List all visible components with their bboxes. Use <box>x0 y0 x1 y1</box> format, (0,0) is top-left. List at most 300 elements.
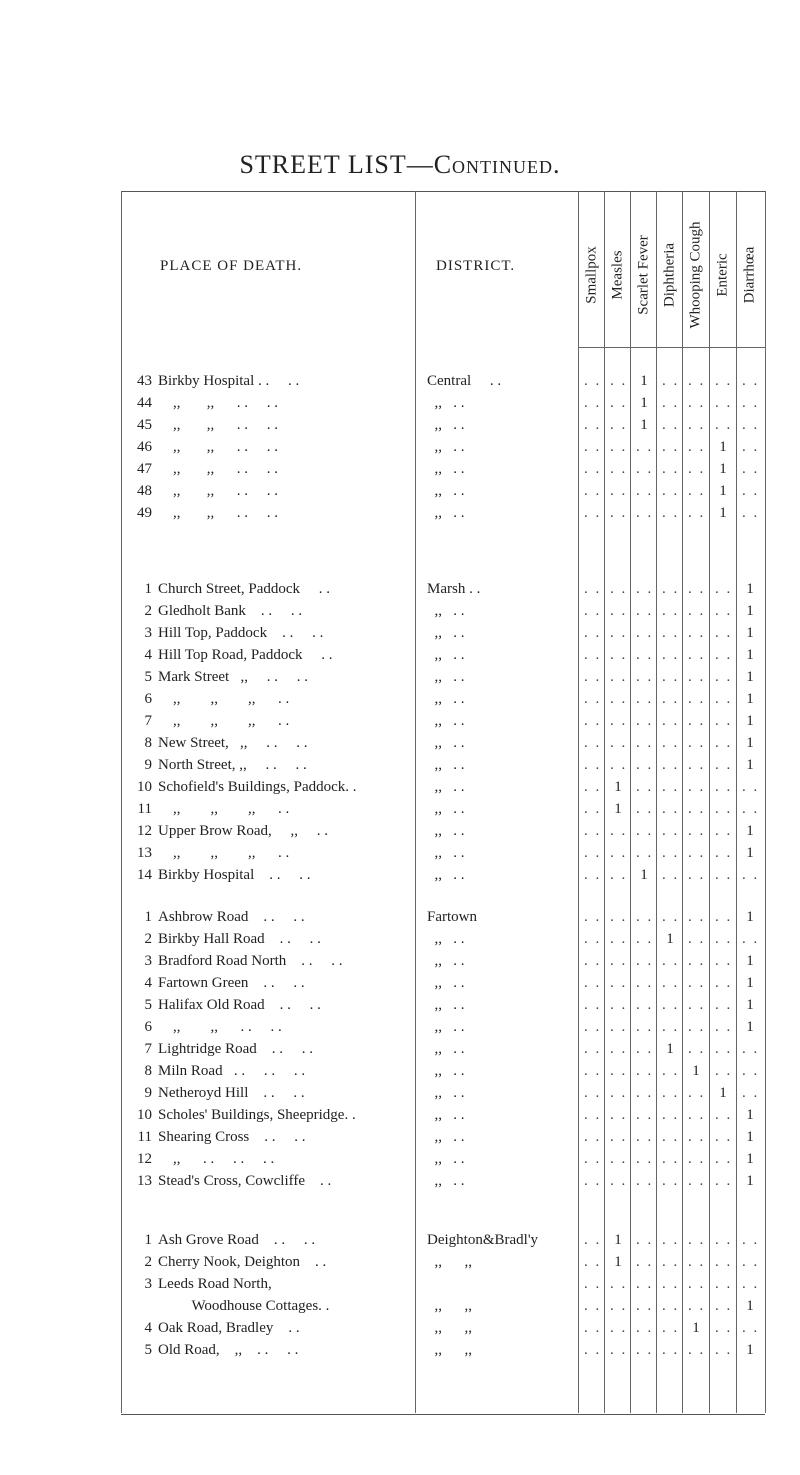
district: Marsh . . <box>427 581 481 597</box>
district: ,, . . <box>427 1041 465 1057</box>
empty-cell-dots: . . <box>610 975 628 991</box>
place-of-death: ,, ,, . . . . <box>158 395 278 411</box>
empty-cell-dots: . . <box>715 1254 733 1270</box>
empty-cell-dots: . . <box>584 1276 602 1292</box>
empty-cell-dots: . . <box>584 461 602 477</box>
table-row <box>0 1060 800 1082</box>
empty-cell-dots: . . <box>610 439 628 455</box>
empty-cell-dots: . . <box>662 1151 680 1167</box>
place-of-death: Woodhouse Cottages. . <box>158 1298 330 1314</box>
empty-cell-dots: . . <box>610 373 628 389</box>
empty-cell-dots: . . <box>742 1232 760 1248</box>
district: ,, . . <box>427 691 465 707</box>
empty-cell-dots: . . <box>610 1129 628 1145</box>
row-number: 2 <box>144 1254 152 1270</box>
empty-cell-dots: . . <box>636 713 654 729</box>
table-row <box>0 688 800 710</box>
empty-cell-dots: . . <box>662 1173 680 1189</box>
empty-cell-dots: . . <box>636 735 654 751</box>
empty-cell-dots: . . <box>610 1063 628 1079</box>
district: ,, . . <box>427 823 465 839</box>
case-count: 1 <box>666 1041 674 1057</box>
place-of-death: Birkby Hospital . . . . <box>158 867 311 883</box>
district: ,, . . <box>427 997 465 1013</box>
empty-cell-dots: . . <box>636 439 654 455</box>
table-row <box>0 502 800 524</box>
place-of-death: Shearing Cross . . . . <box>158 1129 306 1145</box>
row-number: 6 <box>144 1019 152 1035</box>
case-count: 1 <box>719 1085 727 1101</box>
place-of-death: Schofield's Buildings, Paddock. . <box>158 779 357 795</box>
empty-cell-dots: . . <box>584 691 602 707</box>
district: Central . . <box>427 373 502 389</box>
place-of-death: Leeds Road North, <box>158 1276 272 1292</box>
empty-cell-dots: . . <box>636 757 654 773</box>
place-of-death: Church Street, Paddock . . <box>158 581 331 597</box>
empty-cell-dots: . . <box>584 669 602 685</box>
case-count: 1 <box>746 1173 754 1189</box>
empty-cell-dots: . . <box>584 483 602 499</box>
empty-cell-dots: . . <box>636 997 654 1013</box>
place-of-death: ,, ,, ,, . . <box>158 713 290 729</box>
empty-cell-dots: . . <box>742 505 760 521</box>
empty-cell-dots: . . <box>715 625 733 641</box>
empty-cell-dots: . . <box>636 931 654 947</box>
empty-cell-dots: . . <box>688 801 706 817</box>
empty-cell-dots: . . <box>610 669 628 685</box>
place-of-death: North Street, ,, . . . . <box>158 757 307 773</box>
place-of-death: Gledholt Bank . . . . <box>158 603 303 619</box>
row-number: 3 <box>144 953 152 969</box>
table-row <box>0 1170 800 1192</box>
empty-cell-dots: . . <box>610 931 628 947</box>
empty-cell-dots: . . <box>688 395 706 411</box>
empty-cell-dots: . . <box>688 713 706 729</box>
table-row <box>0 480 800 502</box>
place-of-death: New Street, ,, . . . . <box>158 735 308 751</box>
place-of-death: ,, ,, ,, . . <box>158 691 290 707</box>
table-row <box>0 1339 800 1361</box>
district: ,, ,, <box>427 1254 472 1270</box>
empty-cell-dots: . . <box>636 1320 654 1336</box>
empty-cell-dots: . . <box>662 909 680 925</box>
case-count: 1 <box>640 395 648 411</box>
empty-cell-dots: . . <box>584 625 602 641</box>
empty-cell-dots: . . <box>584 417 602 433</box>
place-of-death: Bradford Road North . . . . <box>158 953 343 969</box>
table-row <box>0 392 800 414</box>
place-of-death: ,, ,, . . . . <box>158 1019 282 1035</box>
header-scarlet-fever: Scarlet Fever <box>635 235 652 315</box>
empty-cell-dots: . . <box>662 1129 680 1145</box>
empty-cell-dots: . . <box>610 1276 628 1292</box>
table-row <box>0 972 800 994</box>
table-row <box>0 1038 800 1060</box>
district: ,, . . <box>427 1107 465 1123</box>
empty-cell-dots: . . <box>715 975 733 991</box>
empty-cell-dots: . . <box>688 823 706 839</box>
case-count: 1 <box>719 483 727 499</box>
empty-cell-dots: . . <box>610 867 628 883</box>
empty-cell-dots: . . <box>715 1019 733 1035</box>
empty-cell-dots: . . <box>688 931 706 947</box>
place-of-death: Netheroyd Hill . . . . <box>158 1085 305 1101</box>
empty-cell-dots: . . <box>715 1276 733 1292</box>
empty-cell-dots: . . <box>584 713 602 729</box>
empty-cell-dots: . . <box>584 1041 602 1057</box>
place-of-death: Upper Brow Road, ,, . . <box>158 823 328 839</box>
empty-cell-dots: . . <box>688 975 706 991</box>
case-count: 1 <box>746 735 754 751</box>
place-of-death: Oak Road, Bradley . . <box>158 1320 300 1336</box>
empty-cell-dots: . . <box>610 483 628 499</box>
place-of-death: Ash Grove Road . . . . <box>158 1232 316 1248</box>
empty-cell-dots: . . <box>662 483 680 499</box>
row-number: 45 <box>137 417 152 433</box>
empty-cell-dots: . . <box>662 1320 680 1336</box>
empty-cell-dots: . . <box>715 1129 733 1145</box>
table-row <box>0 1317 800 1339</box>
empty-cell-dots: . . <box>715 1063 733 1079</box>
place-of-death: Cherry Nook, Deighton . . <box>158 1254 327 1270</box>
empty-cell-dots: . . <box>584 779 602 795</box>
place-of-death: Halifax Old Road . . . . <box>158 997 321 1013</box>
empty-cell-dots: . . <box>636 603 654 619</box>
table-row <box>0 414 800 436</box>
empty-cell-dots: . . <box>636 647 654 663</box>
case-count: 1 <box>746 581 754 597</box>
empty-cell-dots: . . <box>636 1019 654 1035</box>
row-number: 8 <box>144 735 152 751</box>
table-row <box>0 1104 800 1126</box>
empty-cell-dots: . . <box>610 1151 628 1167</box>
empty-cell-dots: . . <box>742 417 760 433</box>
empty-cell-dots: . . <box>636 1173 654 1189</box>
empty-cell-dots: . . <box>662 997 680 1013</box>
row-number: 6 <box>144 691 152 707</box>
title-main: STREET LIST <box>239 150 407 179</box>
table-row <box>0 754 800 776</box>
empty-cell-dots: . . <box>742 1320 760 1336</box>
empty-cell-dots: . . <box>715 1041 733 1057</box>
place-of-death: ,, ,, ,, . . <box>158 845 290 861</box>
empty-cell-dots: . . <box>662 823 680 839</box>
empty-cell-dots: . . <box>688 1019 706 1035</box>
empty-cell-dots: . . <box>610 713 628 729</box>
header-place: PLACE OF DEATH. <box>160 258 303 274</box>
district: ,, . . <box>427 867 465 883</box>
row-number: 4 <box>144 647 152 663</box>
place-of-death: ,, ,, . . . . <box>158 417 278 433</box>
row-number: 5 <box>144 997 152 1013</box>
table-row <box>0 950 800 972</box>
case-count: 1 <box>746 669 754 685</box>
case-count: 1 <box>746 1019 754 1035</box>
empty-cell-dots: . . <box>688 691 706 707</box>
title-sub: —Continued. <box>406 150 561 179</box>
empty-cell-dots: . . <box>742 1254 760 1270</box>
row-number: 10 <box>137 779 152 795</box>
empty-cell-dots: . . <box>584 395 602 411</box>
district: ,, . . <box>427 845 465 861</box>
empty-cell-dots: . . <box>636 975 654 991</box>
empty-cell-dots: . . <box>584 373 602 389</box>
empty-cell-dots: . . <box>715 1320 733 1336</box>
header-enteric: Enteric <box>714 253 731 297</box>
empty-cell-dots: . . <box>636 1342 654 1358</box>
case-count: 1 <box>746 757 754 773</box>
district: ,, . . <box>427 669 465 685</box>
district: ,, . . <box>427 1085 465 1101</box>
table-row <box>0 458 800 480</box>
district: ,, ,, <box>427 1320 472 1336</box>
empty-cell-dots: . . <box>636 1063 654 1079</box>
empty-cell-dots: . . <box>584 505 602 521</box>
empty-cell-dots: . . <box>662 801 680 817</box>
empty-cell-dots: . . <box>584 909 602 925</box>
row-number: 13 <box>137 1173 152 1189</box>
empty-cell-dots: . . <box>688 1041 706 1057</box>
empty-cell-dots: . . <box>715 395 733 411</box>
district: ,, . . <box>427 1019 465 1035</box>
empty-cell-dots: . . <box>584 1173 602 1189</box>
place-of-death: ,, ,, . . . . <box>158 505 278 521</box>
empty-cell-dots: . . <box>688 373 706 389</box>
empty-cell-dots: . . <box>636 1254 654 1270</box>
row-number: 11 <box>137 1129 152 1145</box>
row-number: 44 <box>137 395 152 411</box>
empty-cell-dots: . . <box>742 801 760 817</box>
empty-cell-dots: . . <box>662 953 680 969</box>
empty-cell-dots: . . <box>584 1085 602 1101</box>
empty-cell-dots: . . <box>610 1173 628 1189</box>
empty-cell-dots: . . <box>584 735 602 751</box>
district: ,, . . <box>427 975 465 991</box>
row-number: 7 <box>144 713 152 729</box>
table-row <box>0 666 800 688</box>
district: ,, ,, <box>427 1298 472 1314</box>
empty-cell-dots: . . <box>688 845 706 861</box>
row-number: 12 <box>137 823 152 839</box>
case-count: 1 <box>746 845 754 861</box>
empty-cell-dots: . . <box>662 713 680 729</box>
empty-cell-dots: . . <box>715 801 733 817</box>
empty-cell-dots: . . <box>636 953 654 969</box>
empty-cell-dots: . . <box>584 581 602 597</box>
row-number: 5 <box>144 669 152 685</box>
header-rule <box>578 347 766 348</box>
empty-cell-dots: . . <box>662 975 680 991</box>
place-of-death: Hill Top, Paddock . . . . <box>158 625 324 641</box>
district: ,, . . <box>427 1129 465 1145</box>
empty-cell-dots: . . <box>715 823 733 839</box>
empty-cell-dots: . . <box>688 757 706 773</box>
case-count: 1 <box>746 1151 754 1167</box>
empty-cell-dots: . . <box>636 581 654 597</box>
empty-cell-dots: . . <box>688 461 706 477</box>
empty-cell-dots: . . <box>584 845 602 861</box>
empty-cell-dots: . . <box>715 931 733 947</box>
table-row <box>0 1082 800 1104</box>
empty-cell-dots: . . <box>584 975 602 991</box>
empty-cell-dots: . . <box>610 505 628 521</box>
place-of-death: Birkby Hall Road . . . . <box>158 931 321 947</box>
empty-cell-dots: . . <box>688 1151 706 1167</box>
empty-cell-dots: . . <box>610 1320 628 1336</box>
empty-cell-dots: . . <box>584 1232 602 1248</box>
empty-cell-dots: . . <box>662 1342 680 1358</box>
empty-cell-dots: . . <box>688 417 706 433</box>
district: ,, . . <box>427 505 465 521</box>
empty-cell-dots: . . <box>584 953 602 969</box>
empty-cell-dots: . . <box>584 1320 602 1336</box>
empty-cell-dots: . . <box>636 845 654 861</box>
district: ,, . . <box>427 483 465 499</box>
row-number: 11 <box>137 801 152 817</box>
empty-cell-dots: . . <box>742 395 760 411</box>
empty-cell-dots: . . <box>715 1107 733 1123</box>
row-number: 46 <box>137 439 152 455</box>
header-whooping-cough: Whooping Cough <box>687 221 704 329</box>
empty-cell-dots: . . <box>715 669 733 685</box>
empty-cell-dots: . . <box>662 647 680 663</box>
place-of-death: ,, ,, ,, . . <box>158 801 290 817</box>
empty-cell-dots: . . <box>610 461 628 477</box>
row-number: 47 <box>137 461 152 477</box>
district: ,, . . <box>427 931 465 947</box>
empty-cell-dots: . . <box>584 647 602 663</box>
case-count: 1 <box>746 997 754 1013</box>
table-row <box>0 370 800 392</box>
table-row <box>0 1148 800 1170</box>
empty-cell-dots: . . <box>742 373 760 389</box>
district: ,, . . <box>427 603 465 619</box>
row-number: 3 <box>144 625 152 641</box>
empty-cell-dots: . . <box>715 1342 733 1358</box>
table-row <box>0 820 800 842</box>
empty-cell-dots: . . <box>662 1063 680 1079</box>
empty-cell-dots: . . <box>610 647 628 663</box>
row-number: 4 <box>144 975 152 991</box>
case-count: 1 <box>746 1298 754 1314</box>
empty-cell-dots: . . <box>688 953 706 969</box>
empty-cell-dots: . . <box>715 1232 733 1248</box>
table-row <box>0 1126 800 1148</box>
empty-cell-dots: . . <box>715 373 733 389</box>
empty-cell-dots: . . <box>584 931 602 947</box>
empty-cell-dots: . . <box>610 953 628 969</box>
table-row <box>0 842 800 864</box>
empty-cell-dots: . . <box>662 1019 680 1035</box>
row-number: 13 <box>137 845 152 861</box>
case-count: 1 <box>640 417 648 433</box>
empty-cell-dots: . . <box>610 997 628 1013</box>
empty-cell-dots: . . <box>688 581 706 597</box>
empty-cell-dots: . . <box>688 1232 706 1248</box>
empty-cell-dots: . . <box>742 461 760 477</box>
district: ,, . . <box>427 801 465 817</box>
district: ,, . . <box>427 439 465 455</box>
empty-cell-dots: . . <box>662 867 680 883</box>
case-count: 1 <box>746 1129 754 1145</box>
empty-cell-dots: . . <box>584 1342 602 1358</box>
table-row <box>0 600 800 622</box>
district: ,, . . <box>427 1151 465 1167</box>
empty-cell-dots: . . <box>610 909 628 925</box>
empty-cell-dots: . . <box>636 461 654 477</box>
district: ,, . . <box>427 647 465 663</box>
empty-cell-dots: . . <box>636 1041 654 1057</box>
case-count: 1 <box>746 647 754 663</box>
row-number: 7 <box>144 1041 152 1057</box>
empty-cell-dots: . . <box>662 581 680 597</box>
district: ,, . . <box>427 735 465 751</box>
place-of-death: Miln Road . . . . . . <box>158 1063 306 1079</box>
empty-cell-dots: . . <box>742 931 760 947</box>
row-number: 8 <box>144 1063 152 1079</box>
empty-cell-dots: . . <box>584 801 602 817</box>
empty-cell-dots: . . <box>688 1173 706 1189</box>
table-row <box>0 1251 800 1273</box>
empty-cell-dots: . . <box>742 439 760 455</box>
empty-cell-dots: . . <box>742 1276 760 1292</box>
district: ,, . . <box>427 757 465 773</box>
empty-cell-dots: . . <box>688 1085 706 1101</box>
empty-cell-dots: . . <box>584 823 602 839</box>
empty-cell-dots: . . <box>610 1298 628 1314</box>
header-smallpox: Smallpox <box>583 246 600 304</box>
place-of-death: Scholes' Buildings, Sheepridge. . <box>158 1107 356 1123</box>
district: ,, . . <box>427 713 465 729</box>
place-of-death: ,, . . . . . . <box>158 1151 275 1167</box>
empty-cell-dots: . . <box>715 647 733 663</box>
case-count: 1 <box>746 909 754 925</box>
table-row <box>0 1016 800 1038</box>
empty-cell-dots: . . <box>742 483 760 499</box>
empty-cell-dots: . . <box>662 669 680 685</box>
empty-cell-dots: . . <box>662 395 680 411</box>
empty-cell-dots: . . <box>688 483 706 499</box>
place-of-death: Ashbrow Road . . . . <box>158 909 305 925</box>
empty-cell-dots: . . <box>636 1276 654 1292</box>
header-district: DISTRICT. <box>436 258 516 274</box>
empty-cell-dots: . . <box>662 505 680 521</box>
empty-cell-dots: . . <box>584 603 602 619</box>
empty-cell-dots: . . <box>584 1254 602 1270</box>
empty-cell-dots: . . <box>688 735 706 751</box>
row-number: 12 <box>137 1151 152 1167</box>
place-of-death: ,, ,, . . . . <box>158 461 278 477</box>
table-row <box>0 1229 800 1251</box>
place-of-death: Fartown Green . . . . <box>158 975 305 991</box>
empty-cell-dots: . . <box>688 1298 706 1314</box>
case-count: 1 <box>746 625 754 641</box>
empty-cell-dots: . . <box>584 1019 602 1035</box>
empty-cell-dots: . . <box>610 417 628 433</box>
empty-cell-dots: . . <box>584 1298 602 1314</box>
empty-cell-dots: . . <box>610 603 628 619</box>
empty-cell-dots: . . <box>584 867 602 883</box>
table-row <box>0 644 800 666</box>
empty-cell-dots: . . <box>636 779 654 795</box>
empty-cell-dots: . . <box>610 1342 628 1358</box>
empty-cell-dots: . . <box>742 867 760 883</box>
place-of-death: Stead's Cross, Cowcliffe . . <box>158 1173 332 1189</box>
district: ,, . . <box>427 953 465 969</box>
empty-cell-dots: . . <box>715 845 733 861</box>
row-number: 49 <box>137 505 152 521</box>
empty-cell-dots: . . <box>584 1107 602 1123</box>
